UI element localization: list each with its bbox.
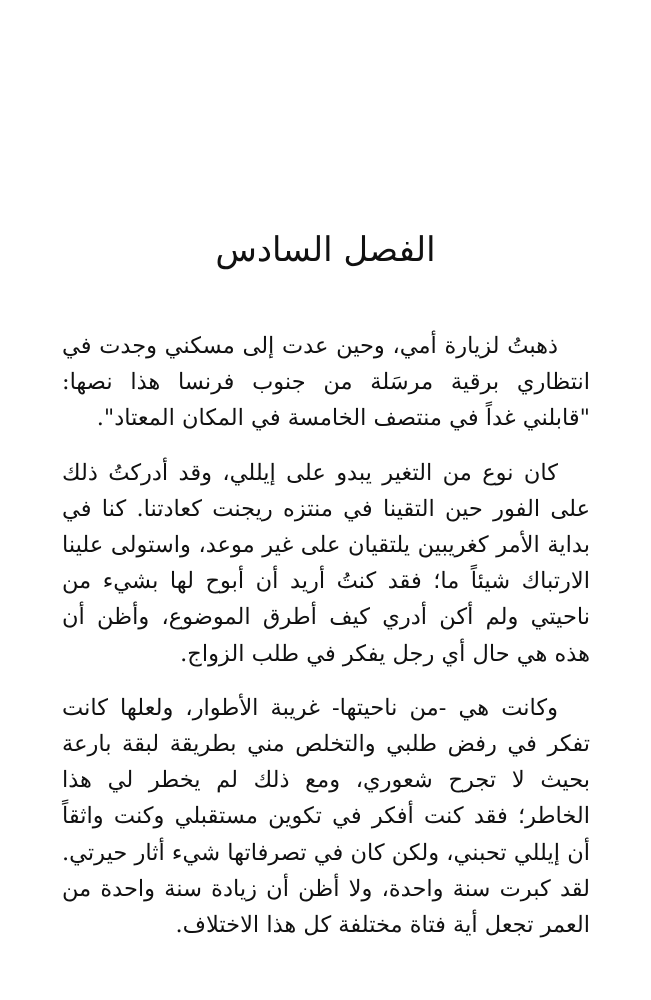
paragraph-2: كان نوع من التغير يبدو على إيللي، وقد أدركتُ ذلك على الفور حين التقينا في منتزه ريجنت كعادتنا. كنا في بداية الأمر كغريبين يلتقيان على غير موعد، واستولى علينا الارتباك شيئاً ما؛ فقد كنتُ أريد أن أبوح لها بشيء من ناحيتي ولم أكن أدري كيف أطرق الموضوع، وأظن أن هذه هي حال أي رجل يفكر في طلب الزواج.: [62, 459, 590, 667]
chapter-title: الفصل السادس: [215, 230, 436, 270]
paragraph-3: وكانت هي -من ناحيتها- غريبة الأطوار، ولعلها كانت تفكر في رفض طلبي والتخلص مني بطريقة لبقة بارعة بحيث لا تجرح شعوري، ومع ذلك لم يخطر لي هذا الخاطر؛ فقد كنت أفكر في تكوين مستقبلي وكنت واثقاً أن إيللي تحبني، ولكن كان في تصرفاتها شيء أثار حيرتي. لقد كبرت سنة واحدة، ولا أظن أن زيادة سنة واحدة من العمر تجعل أية فتاة مختلفة كل هذا الاختلاف.: [62, 694, 590, 939]
chapter-body: [62, 328, 590, 961]
paragraph-1: ذهبتُ لزيارة أمي، وحين عدت إلى مسكني وجدت في انتظاري برقية مرسَلة من جنوب فرنسا هذا نصها: "قابلني غداً في منتصف الخامسة في المكان المعتاد".: [62, 333, 590, 432]
